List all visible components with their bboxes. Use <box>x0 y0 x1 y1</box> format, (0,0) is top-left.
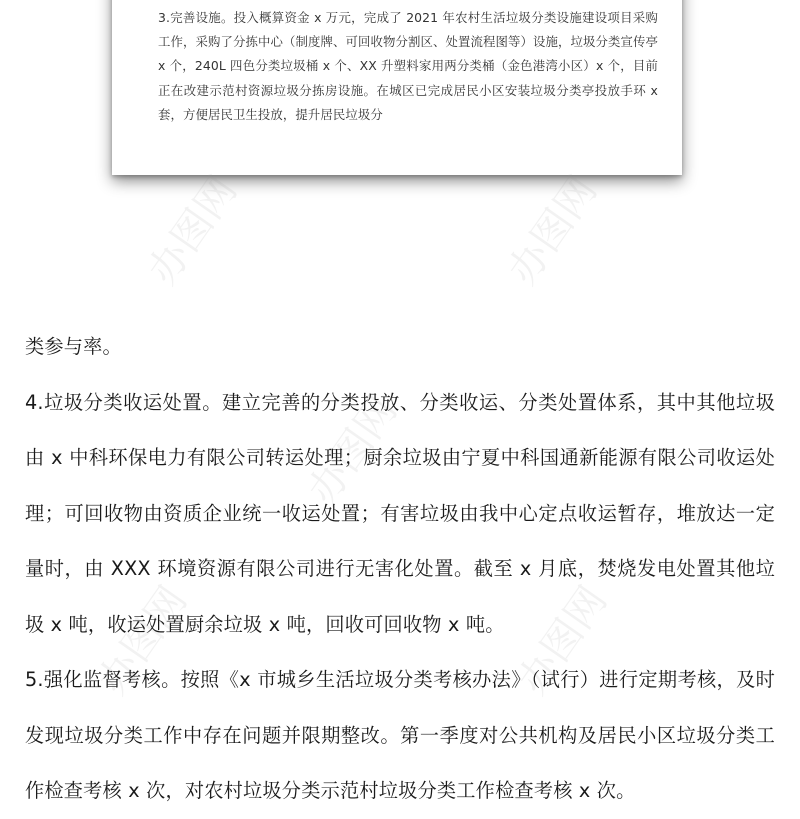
document-page-preview <box>112 0 682 175</box>
watermark: 办图网 <box>499 168 607 293</box>
body-paragraph: 5.强化监督考核。按照《x 市城乡生活垃圾分类考核办法》（试行）进行定期考核，及时发现垃圾分类工作中存在问题并限期整改。第一季度对公共机构及居民小区垃圾分类工作检查考核 x 次，对农村垃圾分类示范村垃圾分类工作检查考核 x 次。 <box>25 668 775 802</box>
preview-text <box>158 6 658 127</box>
body-paragraph: 4.垃圾分类收运处置。建立完善的分类投放、分类收运、分类处置体系，其中其他垃圾由 x 中科环保电力有限公司转运处理；厨余垃圾由宁夏中科国通新能源有限公司收运处理；可回收物由资质企业统一收运处置；有害垃圾由我中心定点收运暂存，堆放达一定量时，由 XXX 环境资源有限公司进行无害化处置。截至 x 月底，焚烧发电处置其他垃圾 x 吨，收运处置厨余垃圾 x 吨，回收可回收物 x 吨。 <box>25 390 775 636</box>
watermark: 办图网 <box>299 388 407 513</box>
watermark: 办图网 <box>139 168 247 293</box>
preview-paragraph: 3.完善设施。投入概算资金 x 万元，完成了 2021 年农村生活垃圾分类设施建设项目采购工作，采购了分拣中心（制度牌、可回收物分割区、处置流程图等）设施，垃圾分类宣传亭 x 个，240L 四色分类垃圾桶 x 个、XX 升塑料家用两分类桶（金色港湾小区）x 个，目前正在改建示范村资源垃圾分拣房设施。在城区已完成居民小区安装垃圾分类亭投放手环 x 套，方便居民卫生投放，提升居民垃圾分 <box>158 10 658 122</box>
body-paragraph: 类参与率。 <box>25 335 122 358</box>
watermark: 办图网 <box>89 578 197 703</box>
watermark: 办图网 <box>509 578 617 703</box>
document-body <box>25 319 775 819</box>
